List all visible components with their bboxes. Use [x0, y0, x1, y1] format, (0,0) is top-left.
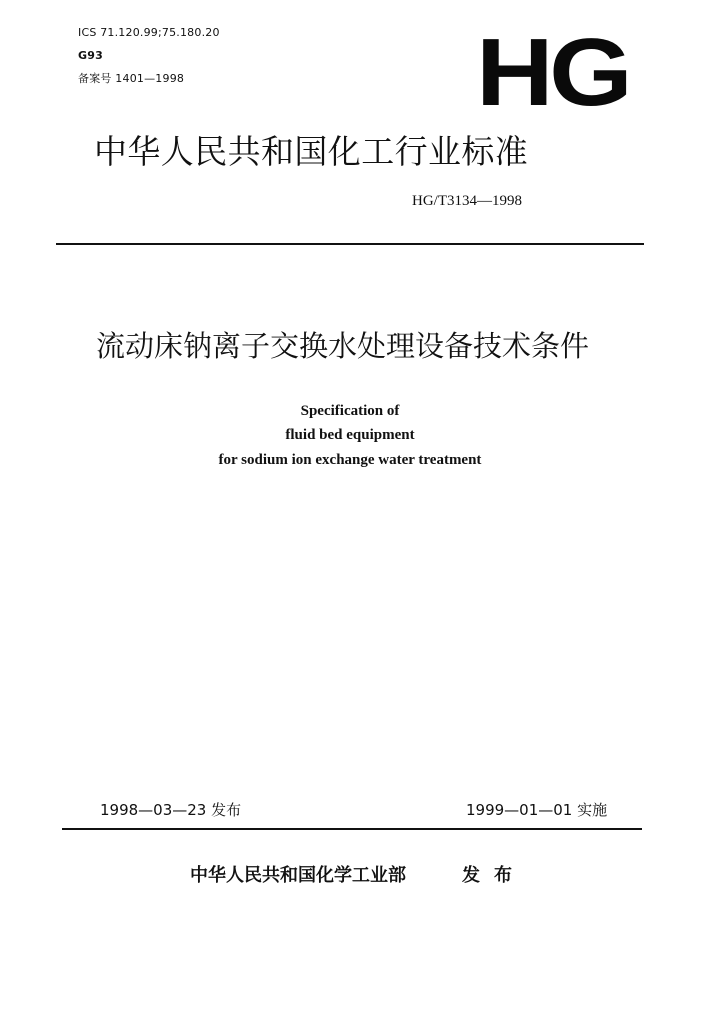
document-title-en-line-1: Specification of — [300, 403, 400, 419]
standard-title: 中华人民共和国化工行业标准 — [94, 132, 529, 171]
issue-date: 1998—03—23 发布 — [100, 801, 242, 819]
standard-number: HG/T3134—1998 — [412, 193, 522, 209]
ics-code: ICS 71.120.99;75.180.20 — [78, 26, 220, 39]
document-title-en-line-3: for sodium ion exchange water treatment — [218, 452, 482, 468]
record-number: 备案号 1401—1998 — [78, 72, 185, 85]
hg-logo: HG — [476, 19, 629, 126]
top-divider — [56, 243, 644, 245]
document-title-en-line-2: fluid bed equipment — [285, 427, 415, 443]
issue-label: 发布 — [462, 865, 526, 886]
classification-code: G93 — [78, 49, 103, 62]
implementation-date: 1999—01—01 实施 — [466, 801, 608, 819]
document-title-cn: 流动床钠离子交换水处理设备技术条件 — [96, 329, 590, 363]
issuing-authority: 中华人民共和国化学工业部 — [190, 865, 406, 886]
bottom-divider — [62, 828, 642, 830]
